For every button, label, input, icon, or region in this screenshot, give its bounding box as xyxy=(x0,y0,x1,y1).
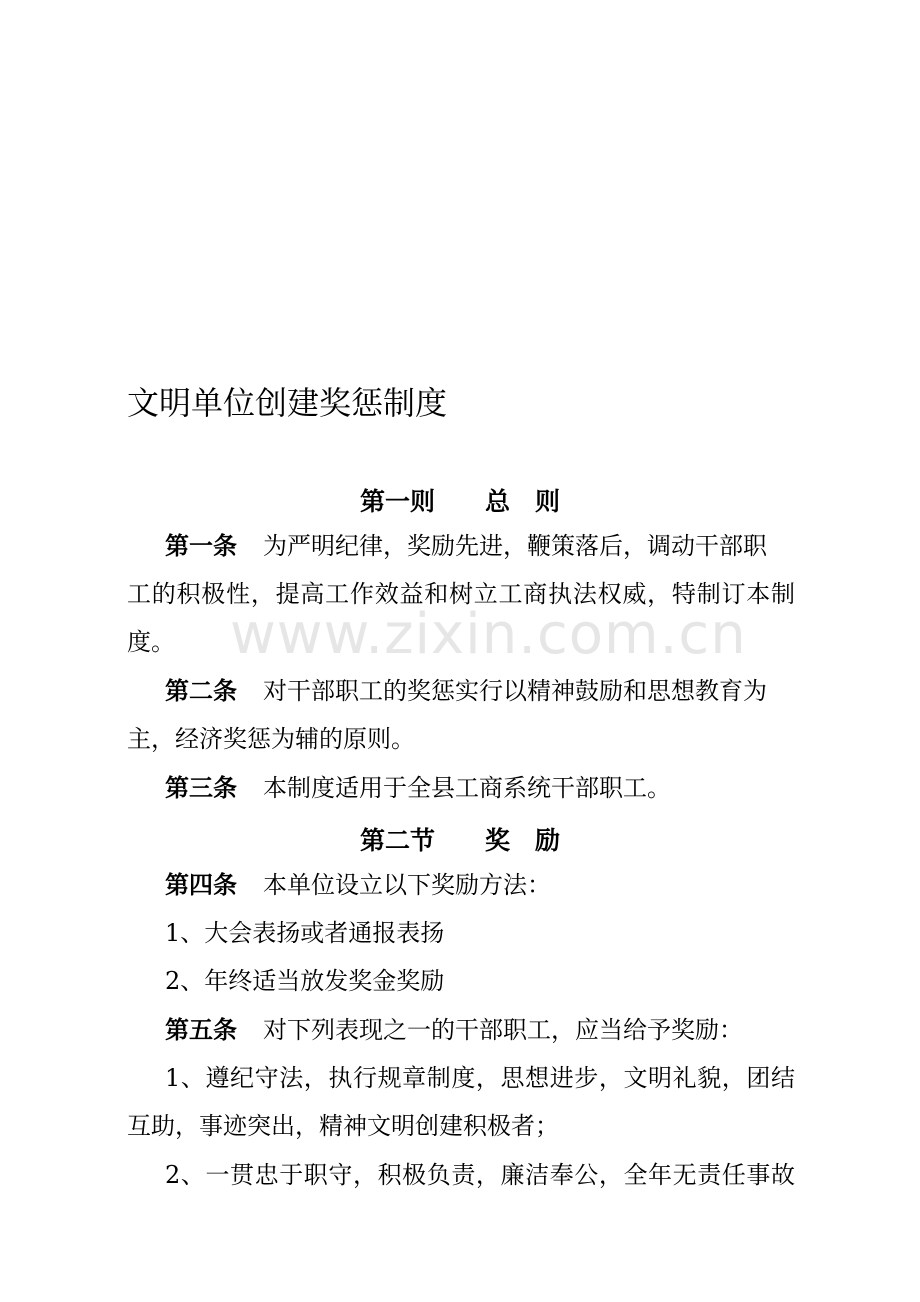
article-4-line-1 xyxy=(165,870,551,900)
article-text: 本制度适用于全县工商系统干部职工。 xyxy=(263,774,671,802)
article-label: 第二条 xyxy=(165,676,237,705)
article-1-line-1 xyxy=(165,531,767,561)
article-text: 对干部职工的奖惩实行以精神鼓励和思想教育为 xyxy=(263,677,767,705)
article-5-line-1 xyxy=(165,1015,743,1045)
article-label: 第五条 xyxy=(165,1015,237,1044)
article-label: 第四条 xyxy=(165,870,237,899)
article-text: 对下列表现之一的干部职工，应当给予奖励： xyxy=(263,1016,743,1044)
article-5-item-1-line-2: 互助，事迹突出，精神文明创建积极者； xyxy=(127,1112,559,1140)
article-2-line-2: 主，经济奖惩为辅的原则。 xyxy=(127,725,415,753)
article-4-item-1: 1、大会表扬或者通报表扬 xyxy=(165,919,445,947)
document-title: 文明单位创建奖惩制度 xyxy=(127,384,448,422)
section-heading-general: 第一则 总 则 xyxy=(359,487,560,516)
watermark: www.zixin.com.cn xyxy=(230,602,747,667)
article-1-line-3: 度。 xyxy=(127,628,175,656)
article-text: 本单位设立以下奖励方法： xyxy=(263,871,551,899)
article-label: 第一条 xyxy=(165,531,237,560)
article-4-item-2: 2、年终适当放发奖金奖励 xyxy=(165,967,445,995)
article-1-line-2: 工的积极性，提高工作效益和树立工商执法权威，特制订本制 xyxy=(127,580,795,608)
article-text: 为严明纪律，奖励先进，鞭策落后，调动干部职 xyxy=(263,532,767,560)
article-label: 第三条 xyxy=(165,773,237,802)
article-5-item-2-line-1: 2、一贯忠于职守，积极负责，廉洁奉公，全年无责任事故 xyxy=(165,1161,795,1189)
article-2-line-1 xyxy=(165,676,767,706)
article-5-item-1-line-1: 1、遵纪守法，执行规章制度，思想进步，文明礼貌，团结 xyxy=(165,1064,795,1092)
section-heading-rewards: 第二节 奖 励 xyxy=(359,826,560,855)
article-3-line-1 xyxy=(165,773,671,803)
